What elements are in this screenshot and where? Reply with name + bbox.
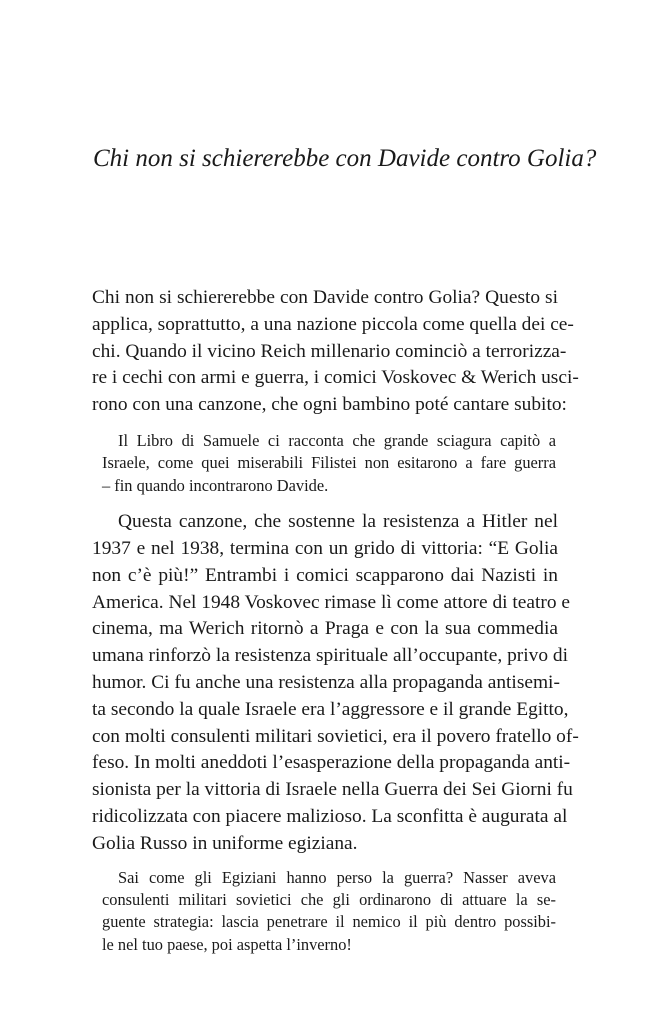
paragraph-2	[92, 509, 579, 857]
quote-line: Il Libro di Samuele ci racconta che grande sciagura capitò a	[118, 430, 556, 450]
text-line: sionista per la vittoria di Israele nella Guerra dei Sei Giorni fu	[92, 779, 573, 801]
text-line: ta secondo la quale Israele era l’aggressore e il grande Egitto,	[92, 698, 569, 720]
text-line: umana rinforzò la resistenza spirituale all’occupante, privo di	[92, 645, 568, 667]
text-line: Golia Russo in uniforme egiziana.	[92, 832, 358, 854]
text-line: re i cechi con armi e guerra, i comici Voskovec & Werich usci-	[92, 367, 579, 389]
text-line: humor. Ci fu anche una resistenza alla propaganda antisemi-	[92, 671, 560, 693]
chapter-title: Chi non si schiererebbe con Davide contro Golia?	[93, 145, 597, 172]
text-line: non c’è più!” Entrambi i comici scapparono dai Nazisti in	[92, 564, 558, 586]
text-line: con molti consulenti militari sovietici, era il povero fratello of-	[92, 725, 579, 747]
body-text	[92, 285, 579, 956]
quote-line: Israele, come quei miserabili Filistei non esitarono a fare guerra	[102, 453, 556, 473]
text-line: Chi non si schiererebbe con Davide contro Golia? Questo si	[92, 287, 558, 308]
text-line: Questa canzone, che sostenne la resistenza a Hitler nel	[118, 511, 558, 533]
block-quote-1	[102, 430, 556, 497]
text-line: feso. In molti aneddoti l’esasperazione della propaganda anti-	[92, 752, 571, 774]
block-quote-2	[102, 867, 556, 957]
text-line: America. Nel 1948 Voskovec rimase lì come attore di teatro e	[92, 591, 570, 613]
quote-line: le nel tuo paese, poi aspetta l’inverno!	[102, 934, 352, 954]
text-line: ridicolizzata con piacere malizioso. La sconfitta è augurata al	[92, 805, 568, 827]
quote-line: guente strategia: lascia penetrare il nemico il più dentro possibi-	[102, 912, 556, 932]
quote-line: consulenti militari sovietici che gli ordinarono di attuare la se-	[102, 889, 556, 909]
text-line: applica, soprattutto, a una nazione piccola come quella dei ce-	[92, 313, 574, 335]
text-line: chi. Quando il vicino Reich millenario cominciò a terrorizza-	[92, 340, 567, 362]
quote-line: – fin quando incontrarono Davide.	[102, 475, 329, 495]
paragraph-1	[92, 285, 579, 419]
text-line: rono con una canzone, che ogni bambino poté cantare subito:	[92, 394, 567, 416]
quote-line: Sai come gli Egiziani hanno perso la guerra? Nasser aveva	[118, 867, 556, 887]
text-line: 1937 e nel 1938, termina con un grido di vittoria: “E Golia	[92, 538, 558, 559]
text-line: cinema, ma Werich ritornò a Praga e con la sua commedia	[92, 618, 558, 640]
